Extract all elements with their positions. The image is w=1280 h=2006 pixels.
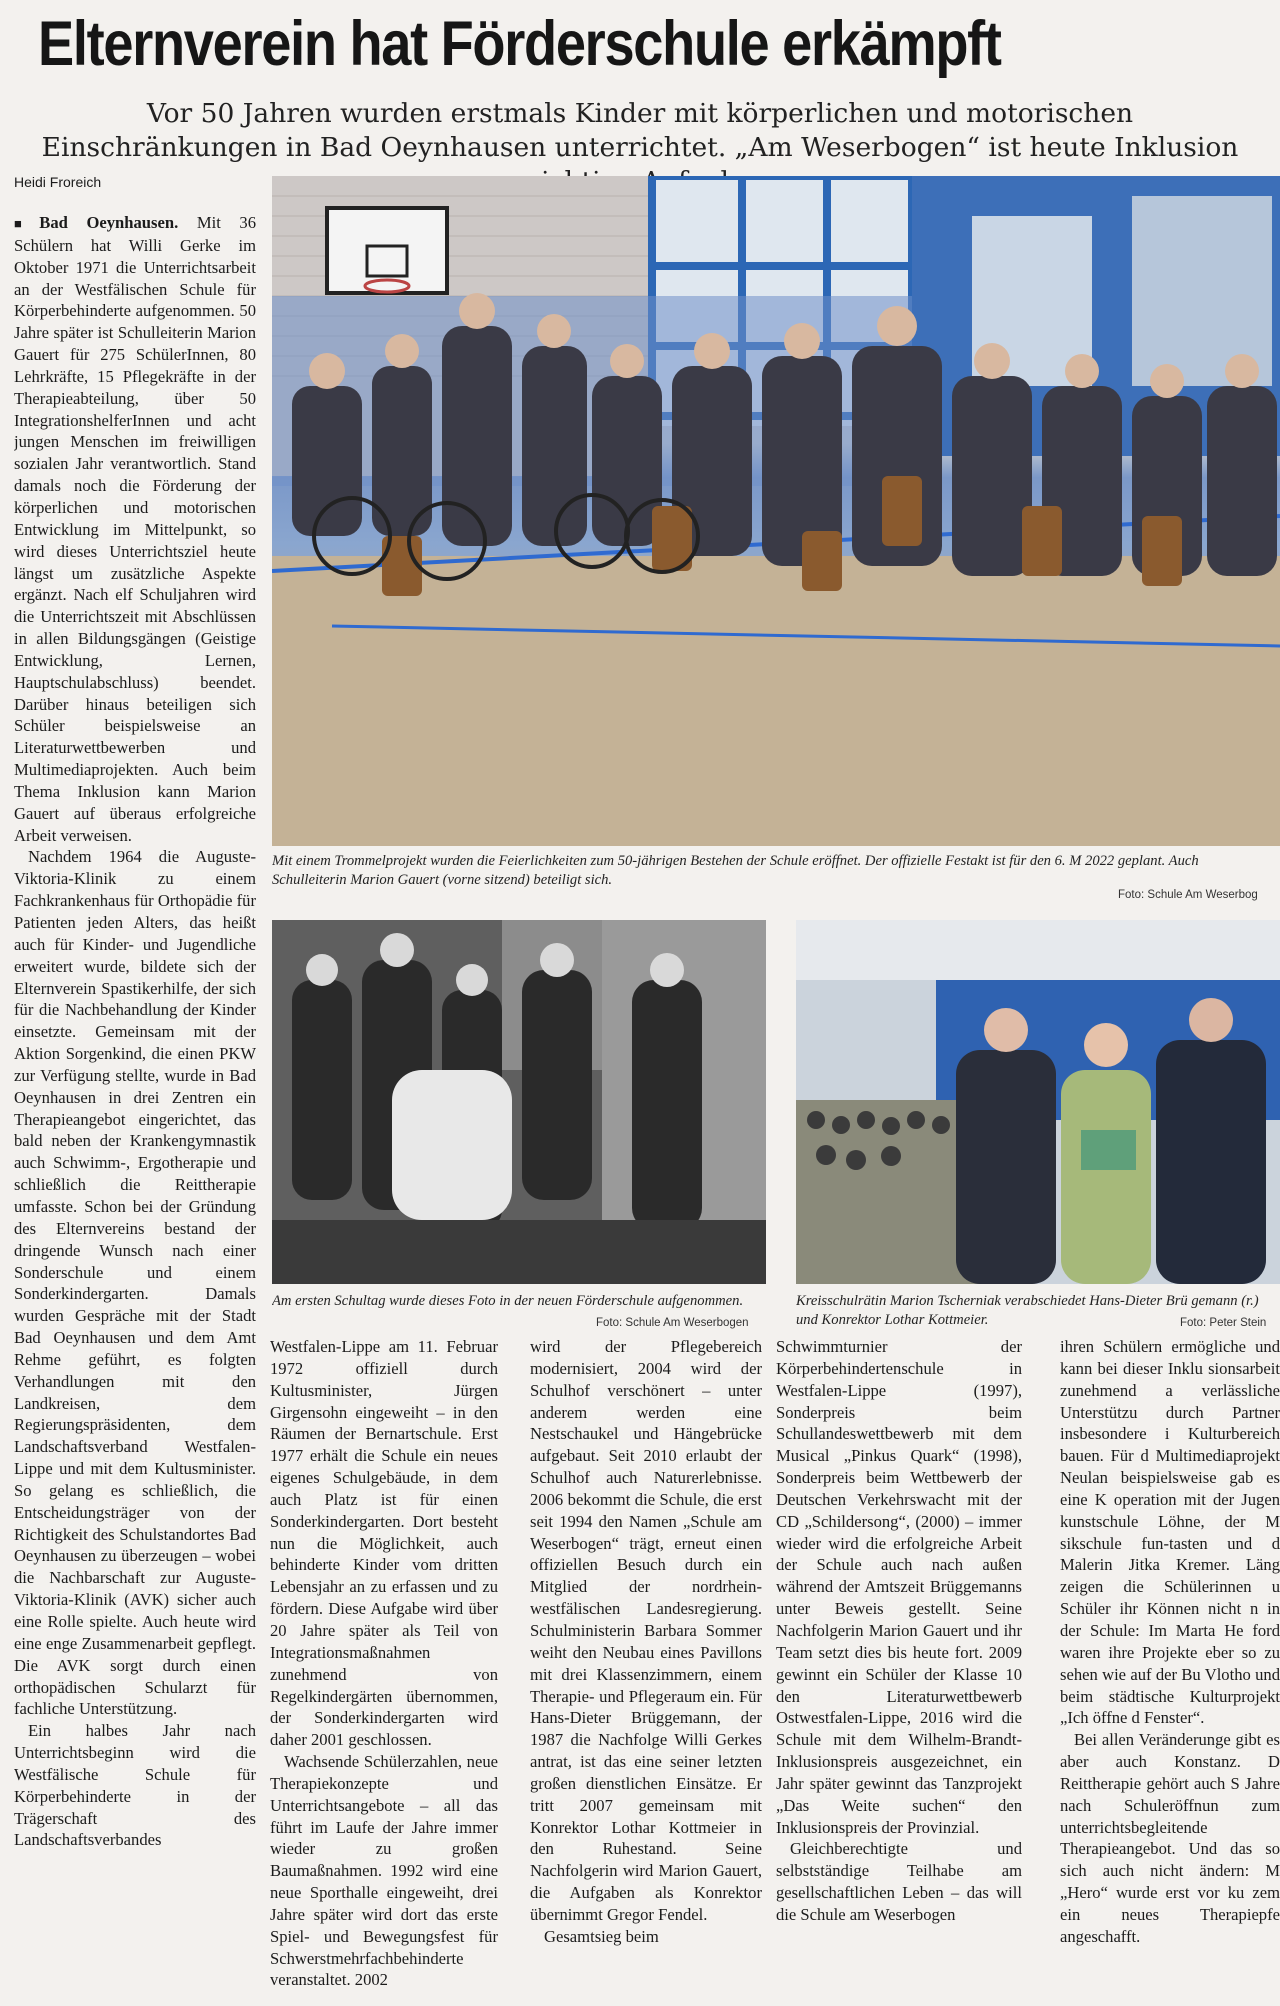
photo-drum-project-credit: Foto: Schule Am Weserbog bbox=[1118, 889, 1258, 901]
article-column-3 bbox=[530, 1336, 762, 2006]
paragraph: wird der Pflegebereich modernisiert, 2004 wird der Schulhof verschönert – unter anderem werden eine Nestschaukel und Hängebrücke aufgebaut. Seit 2010 erlaubt der Schulhof auch Naturerlebnisse. 2006 bekommt die Schule, die erst seit 1994 den Namen „Schule am Weserbogen“ trägt, erneut einen offiziellen Besuch durch ein Mitglied der nordrhein-westfälischen Landesregierung. Schulministerin Barbara Sommer weiht den Neubau eines Pavillons mit drei Klassenzimmern, einem Therapie- und Pflegeraum ein. Für Hans-Dieter Brüggemann, der 1987 die Nachfolge Willi Gerkes antrat, ist das eine seiner letzten großen dienstlichen Einsätze. Er tritt 2007 gemeinsam mit Konrektor Lothar Kottmeier in den Ruhestand. Seine Nachfolgerin wird Marion Gauert, die Aufgaben als Konrektor übernimmt Gregor Fendel. bbox=[530, 1337, 762, 1924]
paragraph: Gleichberechtigte und selbstständige Teilhabe am gesellschaftlichen Leben – das will die Schule am Weserbogen bbox=[776, 1839, 1022, 1924]
photo-first-school-day-illustration bbox=[272, 920, 766, 1284]
paragraph: Gesamtsieg beim bbox=[544, 1926, 659, 1946]
photo-farewell-caption: Kreisschulrätin Marion Tscherniak verabschiedet Hans-Dieter Brü gemann (r.) und Konrektor Lothar Kottmeier. bbox=[796, 1293, 1259, 1328]
author-byline: Heidi Froreich bbox=[14, 174, 102, 190]
photo-drum-project-caption: Mit einem Trommelprojekt wurden die Feierlichkeiten zum 50-jährigen Bestehen der Schule eröffnet. Der offizielle Festakt ist für den 6. M 2022 geplant. Auch Schulleiterin Marion Gauert (vorne sitzend) beteiligt sich. bbox=[272, 853, 1199, 888]
paragraph: Westfalen-Lippe am 11. Februar 1972 offiziell durch Kultusminister, Jürgen Girgensohn eingeweiht – in den Räumen der Bernartschule. Erst 1977 erhält die Schule ein neues eigenes Schulgebäude, in dem auch Platz ist für einen Sonderkindergarten. Dort besteht nun die Möglichkeit, auch behinderte Kinder vom dritten Lebensjahr an zu erfassen und zu fördern. Diese Aufgabe wird über 20 Jahre später als Teil von Integrationsmaßnahmen zunehmend von Regelkindergärten übernommen, der Sonderkindergarten wird daher 2001 geschlossen. bbox=[270, 1337, 498, 1750]
paragraph: ihren Schülern ermögliche und kann bei dieser Inklu sionsarbeit zunehmend a verlässliche Unterstützu durch Partner insbesondere i Kulturbereich bauen. Für d Multimediaprojekt Neulan beispielsweise gab es eine K operation mit der Jugen kunstschule Löhne, der M sikschule fun-tasten und d Malerin Jitka Kremer. Läng zeigen die Schülerinnen u Schüler ihr Können nicht n in der Schule: Im Marta He ford waren ihre Projekte eber so zu sehen wie auf der Bu Vlotho und beim städtische Kulturprojekt „Ich öffne d Fenster“. bbox=[1060, 1337, 1280, 1728]
headline: Elternverein hat Förderschule erkämpft bbox=[38, 9, 1001, 79]
subheadline: Vor 50 Jahren wurden erstmals Kinder mit körperlichen und motorischen Einschränkungen in Bad Oeynhausen unterrichtet. „Am Weserbogen“ ist heute Inklusion bbox=[41, 98, 1239, 163]
paragraph: Bei allen Veränderunge gibt es aber auch Konstanz. D Reittherapie gehört auch S Jahre nach Schuleröffnun zum unterrichtsbegleitende Therapieangebot. Und das so sich auch nicht ändern: M „Hero“ wurde erst vor ku zem ein neues Therapiepfe angeschafft. bbox=[1060, 1730, 1280, 1946]
photo-farewell-illustration bbox=[796, 920, 1280, 1284]
photo-first-school-day bbox=[272, 920, 766, 1284]
photo-drum-project-illustration bbox=[272, 176, 1280, 846]
article-column-5 bbox=[1060, 1336, 1280, 2006]
paragraph: Nachdem 1964 die Auguste-Viktoria-Klinik zu einem Fachkrankenhaus für Orthopädie für Patienten jeden Alters, das heißt auch für Kinder- und Jugendliche erweitert wurde, bildete sich der Elternverein Spastikerhilfe, der sich für die Nachbehandlung der Kinder einsetzte. Gemeinsam mit der Aktion Sorgenkind, die einen PKW zur Verfügung stellte, wurde in Bad Oeynhausen in drei Zentren ein Therapieangebot eingerichtet, das bald neben der Krankengymnastik auch Schwimm-, Ergotherapie und schließlich die Reittherapie umfasste. Schon bei der Gründung des Elternvereins bestand der dringende Wunsch nach einer Sonderschule und einem Sonderkindergarten. Damals wurden Gespräche mit der Stadt Bad Oeynhausen und dem Amt Rehme geführt, es folgten Verhandlungen mit den Landkreisen, dem Regierungspräsidenten, dem Landschaftsverband Westfalen-Lippe und mit dem Kultusminister. So gelang es schließlich, die Entscheidungsträger von der Richtigkeit des Schulstandortes Bad Oeynhausen zu überzeugen – wobei die Nachbarschaft zur Auguste-Viktoria-Klinik (AVK) sicher auch eine Rolle spielte. Auch heute wird eine enge Zusammenarbeit gepflegt. Die AVK sorgt durch einen orthopädischen Schularzt für fachliche Unterstützung. bbox=[14, 847, 256, 1719]
paragraph: Wachsende Schülerzahlen, neue Therapiekonzepte und Unterrichtsangebote – all das führt im Laufe der Jahre immer wieder zu großen Baumaßnahmen. 1992 wird eine neue Sporthalle eingeweiht, drei Jahre später wird dort das erste Spiel- und Bewegungsfest für Schwerstmehrfachbehinderte veranstaltet. 2002 bbox=[270, 1752, 498, 1990]
photo-farewell-credit: Foto: Peter Stein bbox=[1180, 1317, 1267, 1329]
photo-first-school-day-credit: Foto: Schule Am Weserbogen bbox=[596, 1317, 749, 1329]
paragraph: Ein halbes Jahr nach Unterrichtsbeginn wird die Westfälische Schule für Körperbehinderte in der Trägerschaft des Landschaftsverbandes bbox=[14, 1721, 256, 1850]
dateline: ■ Bad Oeynhausen. bbox=[14, 213, 178, 232]
photo-drum-project bbox=[272, 176, 1280, 846]
paragraph-text: Mit 36 Schülern hat Willi Gerke im Oktober 1971 die Unterrichtsarbeit an der Westfälischen Schule für Körperbehinderte aufgenommen. 50 Jahre später ist Schulleiterin Marion Gauert für 275 SchülerInnen, 80 Lehrkräfte, 15 Pflegekräfte in der Therapieabteilung, über 50 IntegrationshelferInnen und acht jungen Menschen im freiwilligen sozialen Jahr verantwortlich. Stand damals noch die Förderung der körperlichen und motorischen Entwicklung im Mittelpunkt, so wird dieses Unterrichtsziel heute längst um zusätzliche Aspekte ergänzt. Nach elf Schuljahren wird die Unterrichtszeit mit Abschlüssen in allen Bildungsgängen (Geistige Entwicklung, Lernen, Hauptschulabschluss) beendet. Darüber hinaus beteiligen sich Schüler beispielsweise an Literaturwettbewerben und Multimediaprojekten. Auch beim Thema Inklusion kann Marion Gauert auf überaus erfolgreiche Arbeit verweisen. bbox=[14, 213, 256, 845]
photo-farewell bbox=[796, 920, 1280, 1284]
article-column-4 bbox=[776, 1336, 1022, 2006]
article-column-1 bbox=[14, 212, 256, 2006]
paragraph bbox=[14, 212, 256, 846]
paragraph: Schwimmturnier der Körperbehindertenschule in Westfalen-Lippe (1997), Sonderpreis beim Schullandeswettbewerb mit dem Musical „Pinkus Quark“ (1998), Sonderpreis beim Wettbewerb der Deutschen Verkehrswacht mit der CD „Schildersong“, (2000) – immer wieder wird die erfolgreiche Arbeit der Schule auch nach außen während der Amtszeit Brüggemanns unter Beweis gestellt. Seine Nachfolgerin Marion Gauert und ihr Team setzt dies bis heute fort. 2009 gewinnt ein Schüler der Klasse 10 den Literaturwettbewerb Ostwestfalen-Lippe, 2016 wird die Schule mit dem Wilhelm-Brandt-Inklusionspreis ausgezeichnet, ein Jahr später gewinnt das Tanzprojekt „Das Weite suchen“ den Inklusionspreis der Provinzial. bbox=[776, 1337, 1022, 1837]
article-column-2 bbox=[270, 1336, 498, 2006]
photo-first-school-day-caption: Am ersten Schultag wurde dieses Foto in der neuen Förderschule aufgenommen. bbox=[272, 1293, 744, 1309]
